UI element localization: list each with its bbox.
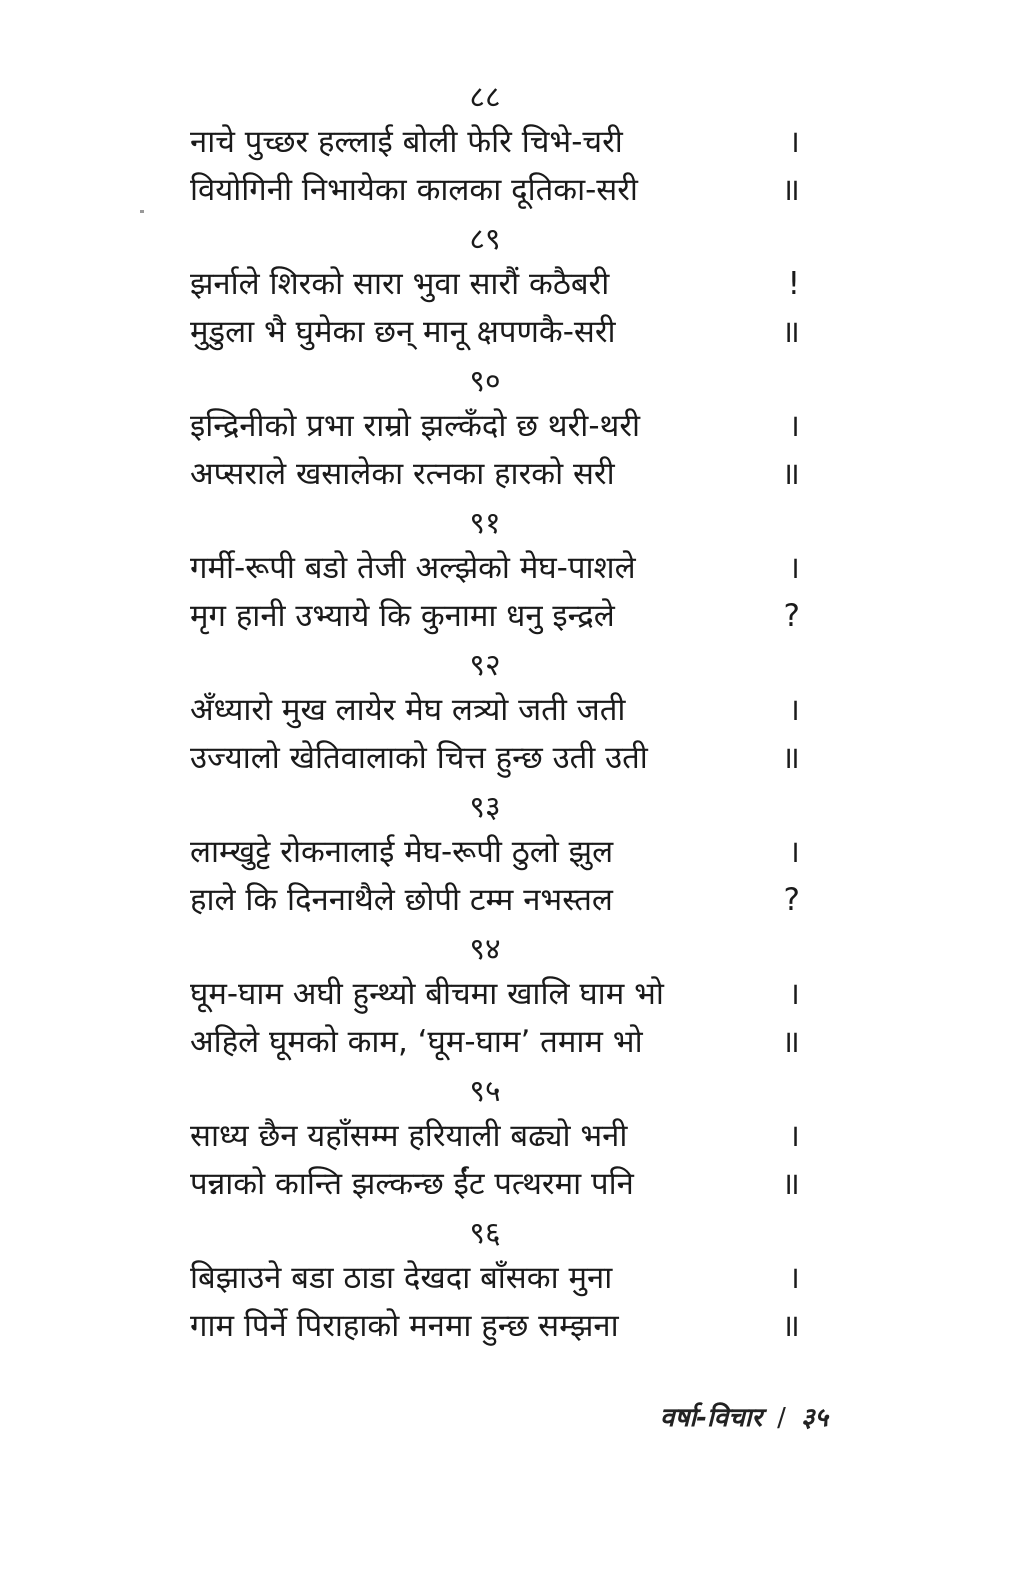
verse-end-mark: ॥ (781, 740, 800, 776)
verse-text: मृग हानी उभ्याये कि कुनामा धनु इन्द्रले (190, 598, 615, 634)
verse-line (190, 1160, 800, 1208)
stanza-91 (190, 504, 800, 640)
verse-end-mark: ॥ (781, 456, 800, 492)
verse-end-mark: ? (783, 882, 800, 918)
verse-text: घूम-घाम अघी हुन्थ्यो बीचमा खालि घाम भो (190, 976, 664, 1012)
verse-line (190, 1018, 800, 1066)
verse-text: नाचे पुच्छर हल्लाई बोली फेरि चिभे-चरी (190, 124, 623, 160)
stanza-number: ९० (469, 364, 501, 399)
stanza-number: ९१ (469, 506, 501, 541)
page-footer (660, 1398, 920, 1434)
verse-end-mark: । (788, 408, 800, 444)
verse-text: झर्नाले शिरको सारा भुवा सारौं कठैबरी (190, 266, 610, 302)
verse-text: गर्मी-रूपी बडो तेजी अल्झेको मेघ-पाशले (190, 550, 636, 586)
verse-line (190, 828, 800, 876)
verse-line (190, 450, 800, 498)
verse-line (190, 970, 800, 1018)
verse-line (190, 734, 800, 782)
verse-end-mark: । (788, 1118, 800, 1154)
verse-line (190, 1112, 800, 1160)
verse-end-mark: ॥ (781, 1166, 800, 1202)
stanza-96 (190, 1214, 800, 1350)
stanza-88 (190, 78, 800, 214)
verse-line (190, 592, 800, 640)
page-number: ३५ (800, 1403, 829, 1433)
verse-end-mark: ॥ (781, 172, 800, 208)
verse-end-mark: । (788, 550, 800, 586)
stanza-94 (190, 930, 800, 1066)
stanza-95 (190, 1072, 800, 1208)
verse-end-mark: । (788, 1260, 800, 1296)
stanza-89 (190, 220, 800, 356)
verse-end-mark: ॥ (781, 1308, 800, 1344)
verse-line (190, 402, 800, 450)
scan-speck (140, 210, 144, 213)
verse-text: साध्य छैन यहाँसम्म हरियाली बढ्यो भनी (190, 1118, 628, 1154)
running-title: वर्षा-विचार (660, 1403, 763, 1433)
verse-line (190, 876, 800, 924)
verse-line (190, 1254, 800, 1302)
verse-text: अँध्यारो मुख लायेर मेघ लत्र्यो जती जती (190, 692, 626, 728)
stanza-90 (190, 362, 800, 498)
verse-text: हाले कि दिननाथैले छोपी टम्म नभस्तल (190, 882, 613, 918)
verse-line (190, 118, 800, 166)
stanza-number: ९२ (469, 648, 501, 683)
verse-end-mark: ! (787, 266, 800, 302)
verse-text: पन्नाको कान्ति झल्कन्छ ईंट पत्थरमा पनि (190, 1166, 634, 1202)
stanza-92 (190, 646, 800, 782)
verse-text: गाम पिर्ने पिराहाको मनमा हुन्छ सम्झना (190, 1308, 619, 1344)
verse-text: लाम्खुट्टे रोकनालाई मेघ-रूपी ठुलो झुल (190, 834, 614, 870)
stanza-number: ९५ (469, 1074, 501, 1109)
verse-text: अप्सराले खसालेका रत्नका हारको सरी (190, 456, 615, 492)
verse-line (190, 1302, 800, 1350)
verse-line (190, 308, 800, 356)
verse-text: इन्द्रिनीको प्रभा राम्रो झल्कँदो छ थरी-थरी (190, 408, 641, 444)
verse-end-mark: । (788, 124, 800, 160)
stanza-93 (190, 788, 800, 924)
stanza-number: ८९ (469, 222, 501, 257)
stanza-number: ८८ (469, 80, 501, 115)
stanza-number: ९३ (469, 790, 501, 825)
stanza-number: ९४ (469, 932, 501, 967)
verse-text: वियोगिनी निभायेका कालका दूतिका-सरी (190, 172, 638, 208)
verse-end-mark: । (788, 692, 800, 728)
verse-text: अहिले घूमको काम, ‘घूम-घाम’ तमाम भो (190, 1024, 643, 1060)
verse-end-mark: ॥ (781, 1024, 800, 1060)
verse-text: बिझाउने बडा ठाडा देखदा बाँसका मुना (190, 1260, 613, 1296)
verse-end-mark: । (788, 976, 800, 1012)
verse-text: उज्यालो खेतिवालाको चित्त हुन्छ उती उती (190, 740, 648, 776)
verse-line (190, 166, 800, 214)
verse-end-mark: । (788, 834, 800, 870)
stanza-number: ९६ (469, 1216, 501, 1251)
verse-line (190, 544, 800, 592)
verse-line (190, 686, 800, 734)
verse-end-mark: ॥ (781, 314, 800, 350)
footer-separator: / (777, 1403, 786, 1433)
verse-text: मुडुला भै घुमेका छन् मानू क्षपणकै-सरी (190, 314, 616, 350)
verse-line (190, 260, 800, 308)
verse-end-mark: ? (783, 598, 800, 634)
